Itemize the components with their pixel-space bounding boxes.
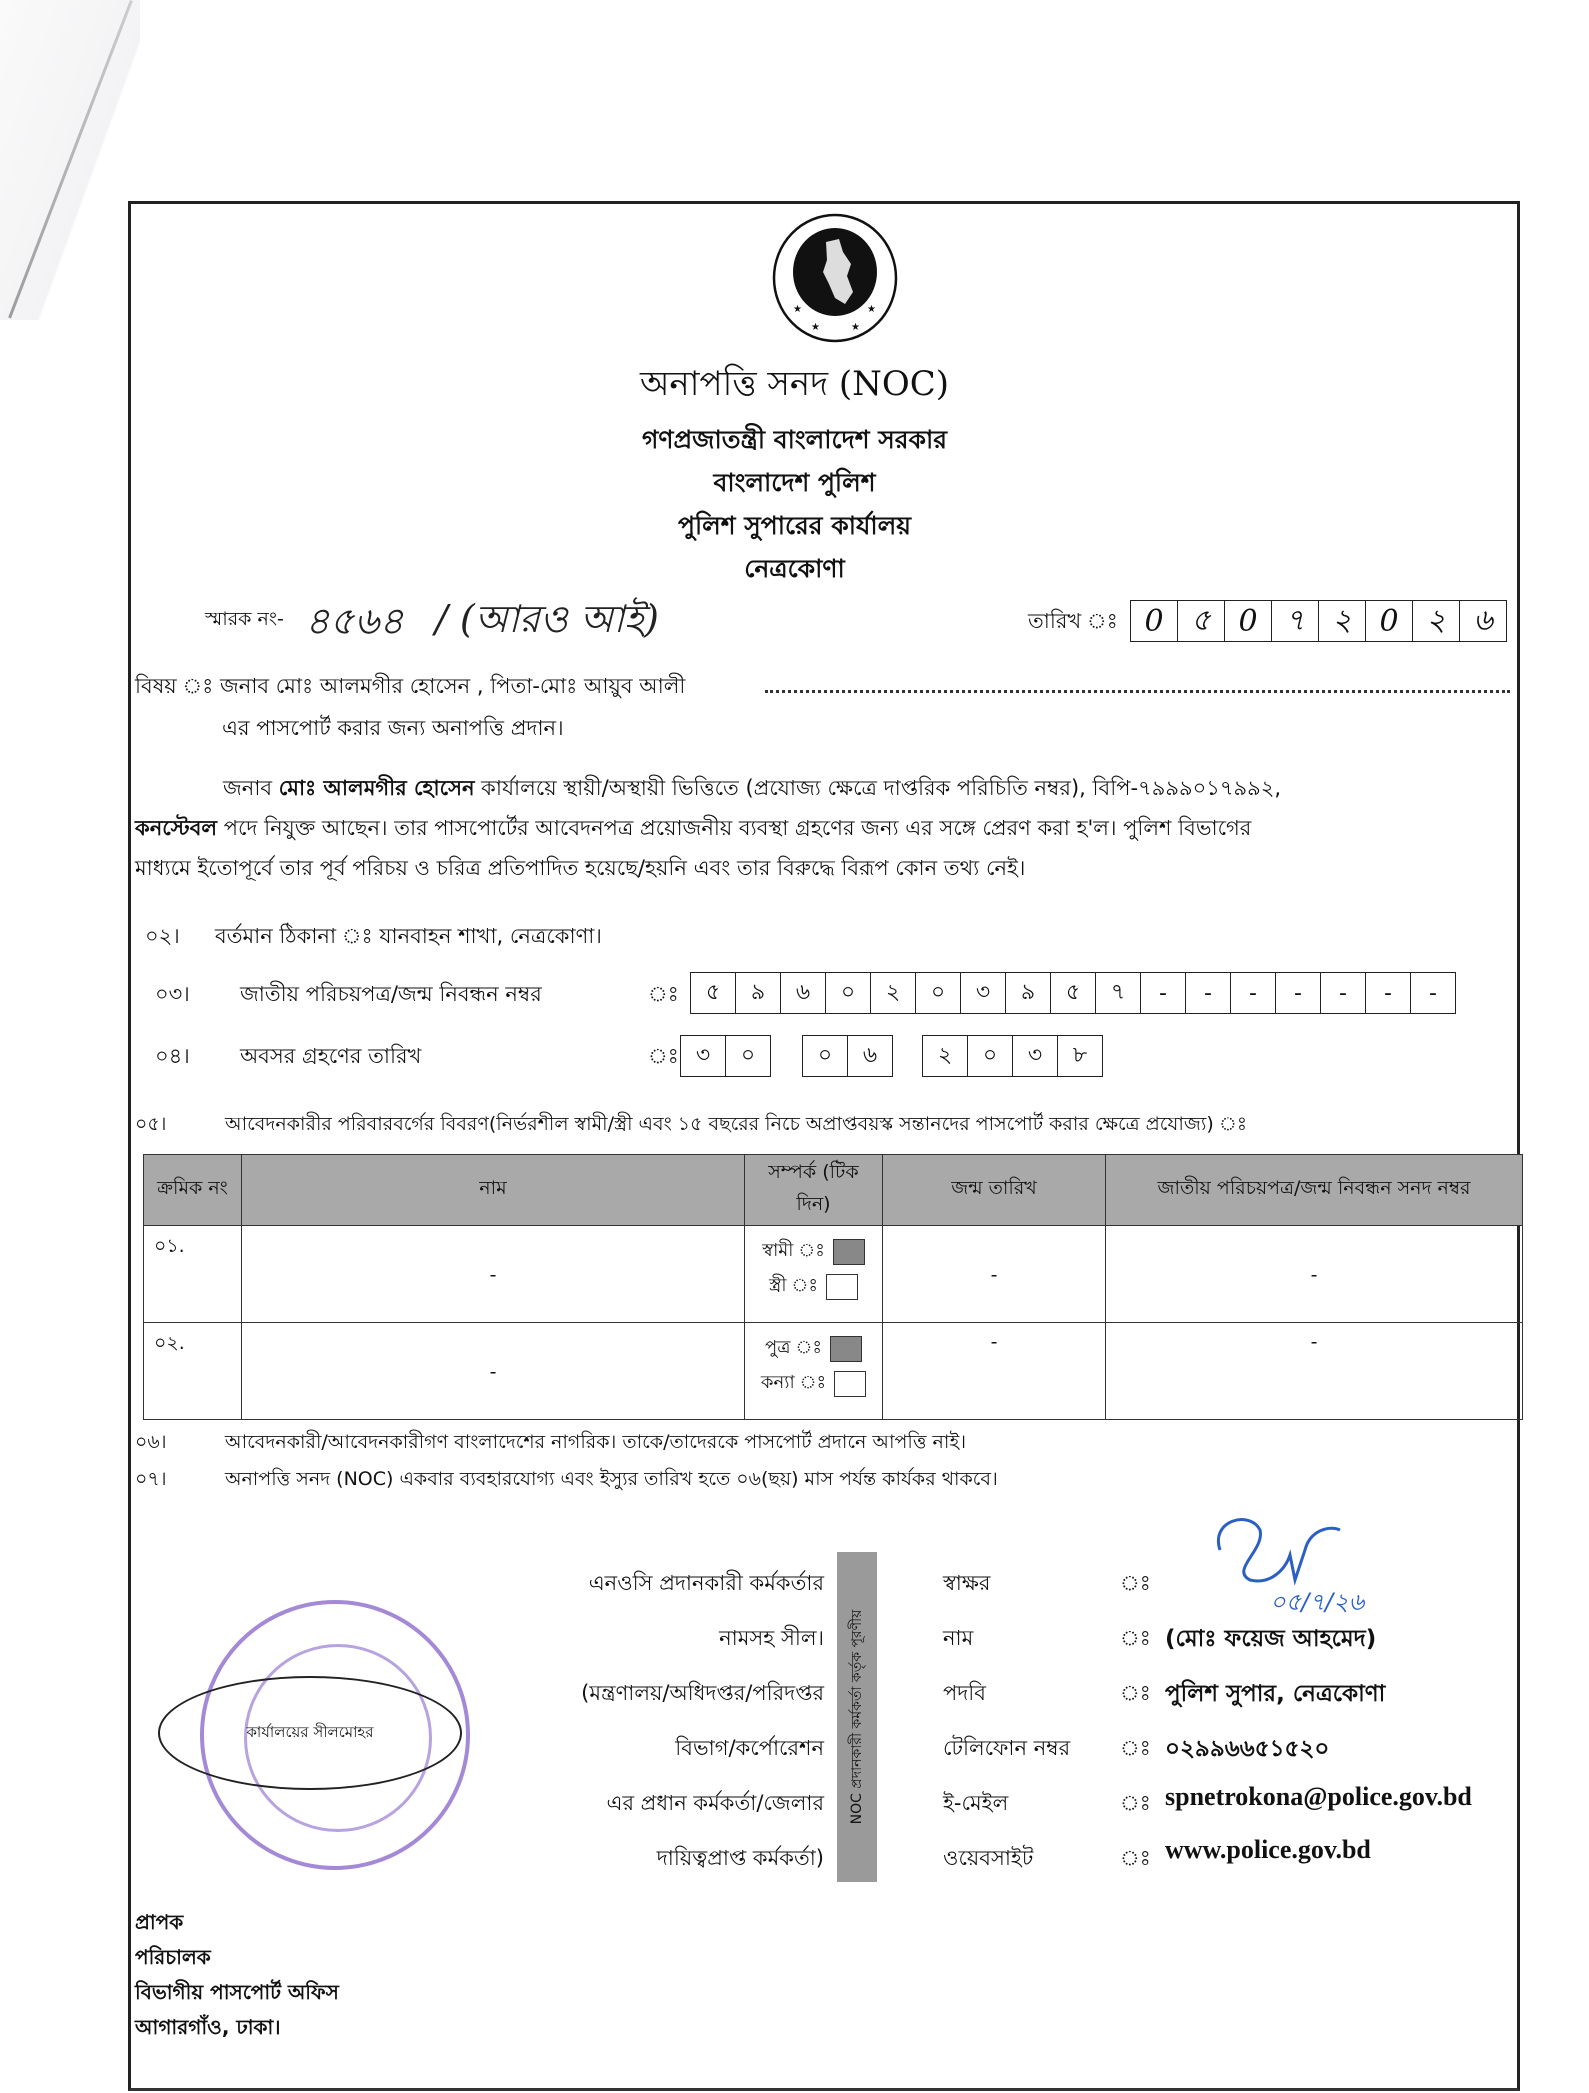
recipient-block — [135, 1905, 339, 2045]
retire-year-boxes — [922, 1035, 1103, 1077]
checkbox-husband[interactable] — [833, 1239, 865, 1265]
digit: ৩ — [681, 1036, 726, 1076]
header-line-office: পুলিশ সুপারের কার্যালয় — [678, 511, 911, 540]
header-line-district: নেত্রকোণা — [744, 554, 845, 583]
retirement-date-label: অবসর গ্রহণের তারিখ — [240, 1044, 422, 1068]
recipient-line: পরিচালক — [135, 1945, 211, 1969]
field-label-phone: টেলিফোন নম্বর — [943, 1736, 1071, 1760]
colon: ঃ — [648, 1044, 679, 1068]
item-number: ০৫। — [135, 1113, 167, 1135]
nid-digit: ০ — [916, 973, 961, 1013]
field-label-designation: পদবি — [943, 1681, 986, 1705]
signatory-note: বিভাগ/কর্পোরেশন — [675, 1736, 824, 1760]
date-digit: 0 — [1225, 601, 1272, 641]
colon: ঃ — [1120, 1626, 1151, 1650]
checkbox-wife[interactable] — [826, 1274, 858, 1300]
digit: ০ — [740, 1042, 756, 1068]
nid-digit: ৩ — [961, 973, 1006, 1013]
signatory-note: এনওসি প্রদানকারী কর্মকর্তার — [588, 1571, 824, 1595]
checkbox-daughter[interactable] — [834, 1371, 866, 1397]
body-text: জনাব — [223, 776, 279, 800]
dob-cell — [883, 1323, 1106, 1420]
recipient-line: বিভাগীয় পাসপোর্ট অফিস — [135, 1980, 339, 2004]
svg-text:★: ★ — [851, 322, 860, 333]
officer-website[interactable]: www.police.gov.bd — [1165, 1835, 1371, 1864]
employee-name: মোঃ আলমগীর হোসেন — [278, 776, 475, 800]
recipient-line: আগারগাঁও, ঢাকা। — [135, 2015, 281, 2039]
retire-month-boxes — [802, 1035, 893, 1077]
option-label: পুত্র ঃ — [765, 1337, 822, 1358]
svg-text:★: ★ — [811, 322, 820, 333]
officer-email[interactable]: spnetrokona@police.gov.bd — [1165, 1782, 1472, 1811]
table-row — [144, 1323, 1523, 1420]
table-row — [144, 1226, 1523, 1323]
date-digit: ৬ — [1473, 602, 1493, 638]
nid-cell — [1106, 1323, 1523, 1420]
officer-name: (মোঃ ফয়েজ আহমেদ) — [1165, 1626, 1377, 1652]
body-text: মাধ্যমে ইতোপূর্বে তার পূর্ব পরিচয় ও চরিত্র প্রতিপাদিত হয়েছে/হয়নি এবং তার বিরুদ্ধে বিরূপ কোন তথ্য নেই। — [135, 856, 1026, 880]
name-value: - — [489, 1361, 497, 1383]
signature-date: ০৫/৭/২৬ — [1270, 1588, 1365, 1616]
date-digit: ২ — [1413, 601, 1460, 641]
nid-number-boxes — [690, 972, 1456, 1014]
field-label-email: ই-মেইল — [943, 1791, 1009, 1815]
nid-digit: - — [1141, 973, 1186, 1013]
colon: ঃ — [1120, 1846, 1151, 1870]
recipient-line: প্রাপক — [135, 1910, 184, 1934]
nid-cell — [1106, 1226, 1523, 1323]
col-nid: জাতীয় পরিচয়পত্র/জন্ম নিবন্ধন সনদ নম্বর — [1106, 1155, 1523, 1226]
officer-designation: পুলিশ সুপার, নেত্রকোণা — [1165, 1681, 1386, 1707]
family-table — [143, 1154, 1523, 1420]
signatory-note: (মন্ত্রণালয়/অধিদপ্তর/পরিদপ্তর — [581, 1681, 824, 1705]
colon: ঃ — [1120, 1571, 1151, 1595]
subject-line: বিষয় ঃ জনাব মোঃ আলমগীর হোসেন , পিতা-মোঃ আয়ুব আলী — [135, 674, 686, 698]
name-cell — [242, 1226, 745, 1323]
government-emblem — [771, 212, 899, 344]
subject-dotted-line — [765, 690, 1510, 693]
header-line-police: বাংলাদেশ পুলিশ — [713, 468, 876, 497]
dob-value: - — [990, 1264, 998, 1286]
date-digit: 0 — [1366, 601, 1413, 641]
option-label: কন্যা ঃ — [760, 1372, 827, 1393]
nid-digit: - — [1366, 973, 1411, 1013]
item-number: ০৩। — [155, 982, 190, 1006]
signatory-note: এর প্রধান কর্মকর্তা/জেলার — [606, 1791, 824, 1815]
field-label-signature: স্বাক্ষর — [943, 1571, 991, 1595]
body-text: কার্যালয়ে স্থায়ী/অস্থায়ী ভিত্তিতে (প্রযোজ্য ক্ষেত্রে দাপ্তরিক পরিচিতি নম্বর), বিপি-৭৯৯৯০১৭৯৯২, — [474, 776, 1282, 800]
checkbox-son[interactable] — [830, 1336, 862, 1362]
handwritten-signature — [1190, 1510, 1390, 1620]
seal-placeholder — [158, 1676, 462, 1790]
option-label: স্বামী ঃ — [762, 1240, 825, 1261]
citizenship-statement: আবেদনকারী/আবেদনকারীগণ বাংলাদেশের নাগরিক। তাকে/তাদেরকে পাসপোর্ট প্রদানে আপত্তি নাই। — [225, 1431, 967, 1453]
item-number: ০৭। — [135, 1468, 167, 1490]
retire-day-boxes — [680, 1035, 771, 1077]
family-details-label: আবেদনকারীর পরিবারবর্গের বিবরণ(নির্ভরশীল স্বামী/স্ত্রী এবং ১৫ বছরের নিচে অপ্রাপ্তবয়স্ক সন্তানদের পাসপোর্ট করার ক্ষেত্রে প্রযোজ্য) ঃ — [225, 1113, 1247, 1135]
digit: ৩ — [1013, 1036, 1058, 1076]
option-label: স্ত্রী ঃ — [769, 1275, 818, 1296]
memo-number: ৪৫৬৪ — [305, 599, 404, 643]
colon: ঃ — [648, 982, 679, 1006]
serial-cell: ০১. — [144, 1226, 242, 1323]
header-line-govt: গণপ্রজাতন্ত্রী বাংলাদেশ সরকার — [642, 425, 947, 454]
subject-line-2: এর পাসপোর্ট করার জন্য অনাপত্তি প্রদান। — [222, 716, 564, 740]
nid-digit: ৯ — [736, 973, 781, 1013]
date-boxes — [1130, 600, 1507, 642]
nid-digit: ৭ — [1096, 973, 1141, 1013]
digit: ২ — [923, 1036, 968, 1076]
date-digit: 0 — [1131, 601, 1178, 641]
item-number: ০২। — [145, 924, 180, 948]
digit: ৮ — [1072, 1042, 1088, 1068]
memo-label: স্মারক নং- — [205, 608, 284, 630]
svg-text:★: ★ — [793, 304, 802, 315]
nid-digit: - — [1429, 980, 1437, 1006]
officer-phone: ০২৯৯৬৬৫১৫২০ — [1165, 1736, 1330, 1762]
signatory-note: দায়িত্বপ্রাপ্ত কর্মকর্তা) — [656, 1846, 824, 1870]
digit: ০ — [968, 1036, 1013, 1076]
svg-text:★: ★ — [867, 304, 876, 315]
signatory-note: নামসহ সীল। — [719, 1626, 824, 1650]
nid-digit: ৫ — [691, 973, 736, 1013]
present-address: বর্তমান ঠিকানা ঃ যানবাহন শাখা, নেত্রকোণা। — [215, 924, 602, 948]
serial-cell: ০২. — [144, 1323, 242, 1420]
date-digit: ৫ — [1178, 601, 1225, 641]
officer-fill-label: NOC প্রদানকারী কর্মকর্তা কর্তৃক পূরণীয় — [849, 1609, 865, 1825]
nid-value: - — [1310, 1264, 1318, 1286]
date-label: তারিখ ঃ — [1028, 609, 1118, 633]
nid-digit: ০ — [826, 973, 871, 1013]
colon: ঃ — [1120, 1791, 1151, 1815]
colon: ঃ — [1120, 1736, 1151, 1760]
seal-label: কার্যালয়ের সীলমোহর — [246, 1722, 374, 1741]
nid-digit: ৬ — [781, 973, 826, 1013]
nid-digit: ৯ — [1006, 973, 1051, 1013]
nid-label: জাতীয় পরিচয়পত্র/জন্ম নিবন্ধন নম্বর — [240, 982, 542, 1006]
body-text: পদে নিযুক্ত আছেন। তার পাসপোর্টের আবেদনপত্র প্রয়োজনীয় ব্যবস্থা গ্রহণের জন্য এর সঙ্গে প্রেরণ করা হ'ল। পুলিশ বিভাগের — [217, 816, 1252, 840]
name-cell — [242, 1323, 745, 1420]
memo-suffix: / (আরও আই) — [435, 597, 659, 641]
relation-cell — [745, 1323, 883, 1420]
nid-digit: - — [1321, 973, 1366, 1013]
nid-digit: - — [1231, 973, 1276, 1013]
date-digit: ২ — [1319, 601, 1366, 641]
dob-cell — [883, 1226, 1106, 1323]
employee-rank: কনস্টেবল — [135, 816, 218, 840]
nid-value: - — [1310, 1331, 1318, 1353]
field-label-website: ওয়েবসাইট — [943, 1846, 1034, 1870]
field-label-name: নাম — [943, 1626, 974, 1650]
item-number: ০৪। — [155, 1044, 190, 1068]
date-digit: ৭ — [1272, 601, 1319, 641]
nid-digit: - — [1186, 973, 1231, 1013]
document-title: অনাপত্তি সনদ (NOC) — [639, 364, 950, 404]
officer-fill-bar — [837, 1552, 877, 1882]
digit: ৬ — [862, 1042, 878, 1068]
name-value: - — [489, 1264, 497, 1286]
nid-digit: - — [1276, 973, 1321, 1013]
item-number: ০৬। — [135, 1431, 167, 1453]
nid-digit: ৫ — [1051, 973, 1096, 1013]
colon: ঃ — [1120, 1681, 1151, 1705]
relation-cell — [745, 1226, 883, 1323]
body-paragraph — [135, 768, 1520, 888]
validity-statement: অনাপত্তি সনদ (NOC) একবার ব্যবহারযোগ্য এবং ইস্যুর তারিখ হতে ০৬(ছয়) মাস পর্যন্ত কার্যকর থাকবে। — [225, 1468, 998, 1490]
col-serial: ক্রমিক নং — [144, 1155, 242, 1226]
nid-digit: ২ — [871, 973, 916, 1013]
digit: ০ — [803, 1036, 848, 1076]
col-relation: সম্পর্ক (টিক দিন) — [745, 1155, 883, 1226]
col-name: নাম — [242, 1155, 745, 1226]
dob-value: - — [990, 1331, 998, 1353]
col-dob: জন্ম তারিখ — [883, 1155, 1106, 1226]
